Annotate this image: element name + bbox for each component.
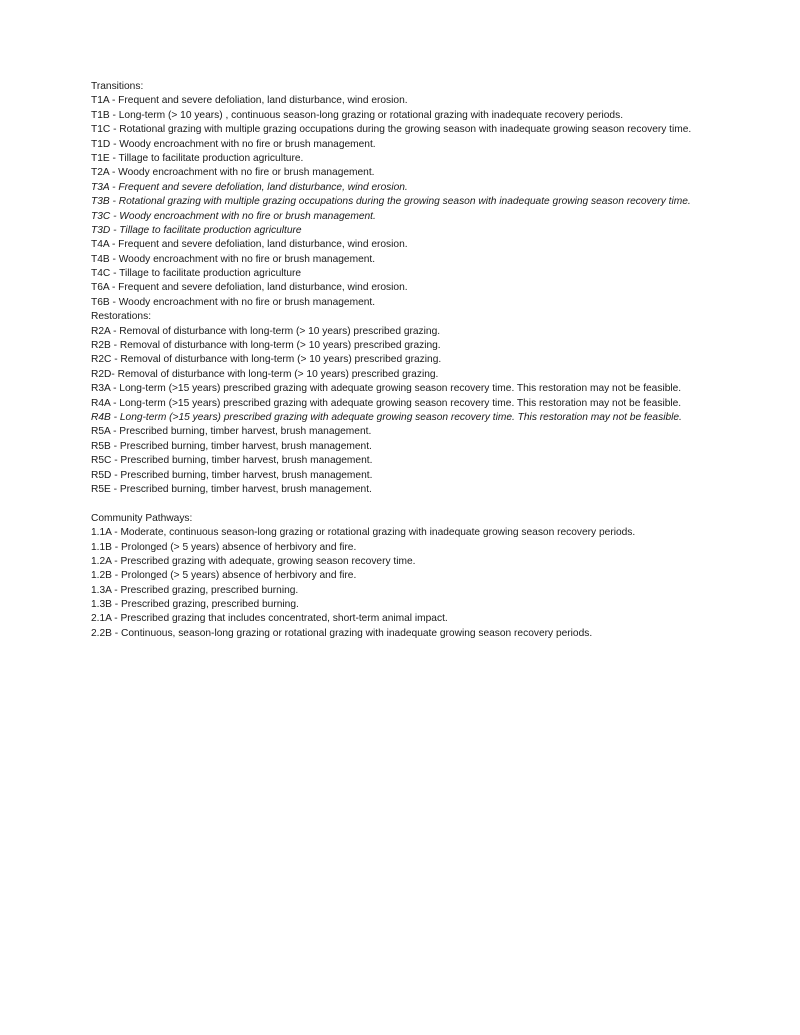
pathway-item: 1.1A - Moderate, continuous season-long grazing or rotational grazing with inadequate growing season recovery periods.	[91, 527, 636, 539]
restorations-section	[91, 310, 781, 497]
transition-item: T1C - Rotational grazing with multiple grazing occupations during the growing season with inadequate growing season recovery time.	[91, 124, 692, 136]
restoration-item: R3A - Long-term (>15 years) prescribed grazing with adequate growing season recovery time. This restoration may not be feasible.	[91, 383, 682, 395]
restoration-item: R2B - Removal of disturbance with long-term (> 10 years) prescribed grazing.	[91, 340, 441, 352]
transition-item: T2A - Woody encroachment with no fire or brush management.	[91, 167, 375, 179]
transition-item: T3D - Tillage to facilitate production agriculture	[91, 224, 302, 236]
restoration-item: R5D - Prescribed burning, timber harvest, brush management.	[91, 469, 373, 481]
pathway-item: 2.2B - Continuous, season-long grazing or rotational grazing with inadequate growing season recovery periods.	[91, 627, 593, 639]
restoration-item: R4A - Long-term (>15 years) prescribed grazing with adequate growing season recovery time. This restoration may not be feasible.	[91, 397, 682, 409]
transition-item: T4B - Woody encroachment with no fire or brush management.	[91, 253, 376, 265]
restoration-item: R2C - Removal of disturbance with long-term (> 10 years) prescribed grazing.	[91, 354, 442, 366]
pathway-item: 2.1A - Prescribed grazing that includes concentrated, short-term animal impact.	[91, 613, 448, 625]
transition-item: T4C - Tillage to facilitate production agriculture	[91, 268, 302, 280]
pathway-item: 1.2B - Prolonged (> 5 years) absence of herbivory and fire.	[91, 570, 357, 582]
restoration-item: R2D- Removal of disturbance with long-term (> 10 years) prescribed grazing.	[91, 368, 439, 380]
transition-item: T4A - Frequent and severe defoliation, land disturbance, wind erosion.	[91, 239, 408, 251]
restoration-item: R4B - Long-term (>15 years) prescribed grazing with adequate growing season recovery time. This restoration may not be feasible.	[91, 411, 682, 423]
transition-item: T3B - Rotational grazing with multiple grazing occupations during the growing season with inadequate growing season recovery time.	[91, 196, 691, 208]
restoration-item: R5E - Prescribed burning, timber harvest, brush management.	[91, 483, 372, 495]
community-pathways-heading: Community Pathways:	[91, 512, 193, 524]
transition-item: T3C - Woody encroachment with no fire or brush management.	[91, 210, 376, 222]
transitions-list	[91, 94, 781, 310]
transition-item: T1D - Woody encroachment with no fire or brush management.	[91, 138, 376, 150]
restorations-list	[91, 325, 781, 498]
section-spacer	[91, 497, 781, 511]
restoration-item: R5B - Prescribed burning, timber harvest, brush management.	[91, 440, 372, 452]
pathway-item: 1.2A - Prescribed grazing with adequate, growing season recovery time.	[91, 555, 416, 567]
transition-item: T6B - Woody encroachment with no fire or brush management.	[91, 296, 376, 308]
transition-item: T6A - Frequent and severe defoliation, land disturbance, wind erosion.	[91, 282, 408, 294]
transition-item: T3A - Frequent and severe defoliation, land disturbance, wind erosion.	[91, 181, 408, 193]
transition-item: T1B - Long-term (> 10 years) , continuous season-long grazing or rotational grazing with inadequate recovery periods.	[91, 109, 624, 121]
restoration-item: R5A - Prescribed burning, timber harvest, brush management.	[91, 426, 372, 438]
transition-item: T1A - Frequent and severe defoliation, land disturbance, wind erosion.	[91, 95, 408, 107]
restoration-item: R2A - Removal of disturbance with long-term (> 10 years) prescribed grazing.	[91, 325, 441, 337]
transition-item: T1E - Tillage to facilitate production agriculture.	[91, 152, 304, 164]
document-page	[91, 80, 781, 641]
transitions-section	[91, 80, 781, 310]
restorations-heading: Restorations:	[91, 311, 152, 323]
pathway-item: 1.1B - Prolonged (> 5 years) absence of herbivory and fire.	[91, 541, 357, 553]
pathway-item: 1.3A - Prescribed grazing, prescribed burning.	[91, 584, 299, 596]
pathway-item: 1.3B - Prescribed grazing, prescribed burning.	[91, 599, 299, 611]
community-pathways-list	[91, 526, 781, 641]
transitions-heading: Transitions:	[91, 81, 144, 92]
community-pathways-section	[91, 512, 781, 642]
restoration-item: R5C - Prescribed burning, timber harvest, brush management.	[91, 455, 373, 467]
